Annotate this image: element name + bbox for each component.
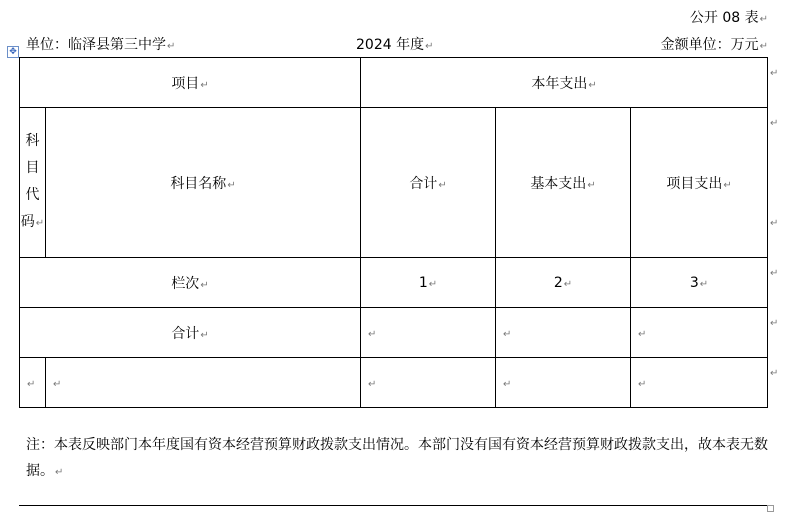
header-subject-code: 科 目 代 码↵ xyxy=(20,108,46,258)
row-end-mark: ↵ xyxy=(770,268,779,279)
paragraph-mark: ↵ xyxy=(759,14,768,25)
paragraph-mark: ↵ xyxy=(699,278,709,290)
paragraph-mark: ↵ xyxy=(503,328,512,340)
paragraph-mark: ↵ xyxy=(227,179,236,191)
paragraph-mark: ↵ xyxy=(588,79,597,91)
total-row-label: 合计↵ xyxy=(20,308,361,358)
total-cell[interactable] xyxy=(361,358,496,408)
fiscal-year: 2024 年度↵ xyxy=(356,37,434,53)
paragraph-mark: ↵ xyxy=(587,179,596,191)
paragraph-mark: ↵ xyxy=(200,329,209,341)
paragraph-mark: ↵ xyxy=(638,328,647,340)
header-current-year: 本年支出↵ xyxy=(361,58,768,108)
header-project-expense: 项目支出↵ xyxy=(631,108,768,258)
row-end-mark: ↵ xyxy=(770,118,779,129)
expenditure-table xyxy=(19,57,768,408)
row-end-mark: ↵ xyxy=(770,368,779,379)
table-row xyxy=(20,358,768,408)
paragraph-mark: ↵ xyxy=(759,41,768,52)
paragraph-mark: ↵ xyxy=(55,467,64,478)
paragraph-mark: ↵ xyxy=(368,328,377,340)
header-item: 项目↵ xyxy=(20,58,361,108)
paragraph-mark: ↵ xyxy=(27,378,36,390)
row-end-mark: ↵ xyxy=(770,318,779,329)
paragraph-mark: ↵ xyxy=(167,41,176,52)
project-expense-cell[interactable] xyxy=(631,358,768,408)
row-end-mark: ↵ xyxy=(770,68,779,79)
header-subject-name: 科目名称↵ xyxy=(46,108,361,258)
col-number-1: 1↵ xyxy=(361,258,496,308)
col-number-3: 3↵ xyxy=(631,258,768,308)
paragraph-mark: ↵ xyxy=(438,179,447,191)
total-row xyxy=(20,308,768,358)
subject-code-cell[interactable] xyxy=(20,358,46,408)
table-move-handle-icon[interactable]: ✥ xyxy=(7,46,19,58)
project-expense-cell[interactable] xyxy=(631,308,768,358)
footer-divider xyxy=(19,505,767,506)
header-total: 合计↵ xyxy=(361,108,496,258)
row-index-row xyxy=(20,258,768,308)
paragraph-mark: ↵ xyxy=(200,79,209,91)
paragraph-mark: ↵ xyxy=(425,41,434,52)
page-corner-mark xyxy=(767,505,774,512)
form-number: 公开 08 表↵ xyxy=(689,10,768,26)
header-basic-expense: 基本支出↵ xyxy=(496,108,631,258)
paragraph-mark: ↵ xyxy=(563,278,573,290)
table-note: 注：本表反映部门本年度国有资本经营预算财政拨款支出情况。本部门没有国有资本经营预算财政拨款支出，故本表无数据。↵ xyxy=(26,437,768,479)
row-end-mark: ↵ xyxy=(770,218,779,229)
total-cell[interactable] xyxy=(361,308,496,358)
paragraph-mark: ↵ xyxy=(638,378,647,390)
paragraph-mark: ↵ xyxy=(723,179,732,191)
paragraph-mark: ↵ xyxy=(428,278,438,290)
col-number-2: 2↵ xyxy=(496,258,631,308)
subject-name-cell[interactable] xyxy=(46,358,361,408)
paragraph-mark: ↵ xyxy=(503,378,512,390)
paragraph-mark: ↵ xyxy=(368,378,377,390)
unit-label: 单位：临泽县第三中学↵ xyxy=(26,37,176,53)
money-unit-label: 金额单位：万元↵ xyxy=(660,37,768,53)
table-header-row xyxy=(20,58,768,108)
basic-expense-cell[interactable] xyxy=(496,308,631,358)
paragraph-mark: ↵ xyxy=(53,378,62,390)
paragraph-mark: ↵ xyxy=(35,218,45,229)
paragraph-mark: ↵ xyxy=(200,279,209,291)
row-index-label: 栏次↵ xyxy=(20,258,361,308)
table-subheader-row xyxy=(20,108,768,258)
basic-expense-cell[interactable] xyxy=(496,358,631,408)
